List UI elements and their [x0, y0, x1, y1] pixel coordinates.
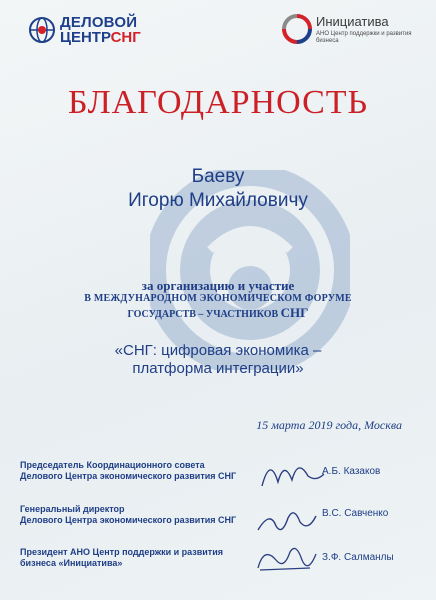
initiative-subtitle: АНО Центр поддержки и развития бизнеса: [316, 31, 412, 44]
logo-text-line2: ЦЕНТРСНГ: [60, 29, 141, 46]
initiative-logo: [282, 12, 422, 52]
reason-line2: В МЕЖДУНАРОДНОМ ЭКОНОМИЧЕСКОМ ФОРУМЕ: [84, 293, 352, 304]
logo-text-line1: ДЕЛОВОЙ: [60, 14, 138, 31]
recipient-surname: Баеву: [191, 166, 245, 187]
signatory-title-2: Генеральный директор Делового Центра экономического развития СНГ: [20, 504, 237, 525]
business-center-cis-logo: [28, 14, 178, 48]
initiative-name: Инициатива: [316, 14, 389, 29]
reason-line1: за организацию и участие: [141, 278, 295, 293]
initiative-mark-icon: [282, 14, 312, 44]
forum-title-line1: «СНГ: цифровая экономика –: [114, 342, 322, 359]
recipient-name: Игорю Михайловичу: [128, 190, 308, 211]
reason-line3: ГОСУДАРСТВ – УЧАСТНИКОВ СНГ: [127, 305, 309, 320]
globe-icon: [28, 16, 56, 44]
signatory-name-3: З.Ф. Салманлы: [322, 552, 394, 563]
signatory-title-3: Президент АНО Центр поддержки и развития бизнеса «Инициатива»: [20, 547, 223, 568]
signatory-title-1: Председатель Координационного совета Делового Центра экономического развития СНГ: [20, 460, 237, 481]
signature-2: [252, 500, 322, 540]
signatory-name-2: В.С. Савченко: [322, 508, 389, 519]
signature-3: [250, 540, 320, 580]
certificate-title: БЛАГОДАРНОСТЬ: [67, 84, 369, 121]
signatory-name-1: А.Б. Казаков: [322, 466, 381, 477]
forum-title-line2: платформа интеграции»: [132, 360, 304, 377]
date-place: 15 марта 2019 года, Москва: [256, 418, 402, 432]
signature-1: [258, 452, 328, 492]
